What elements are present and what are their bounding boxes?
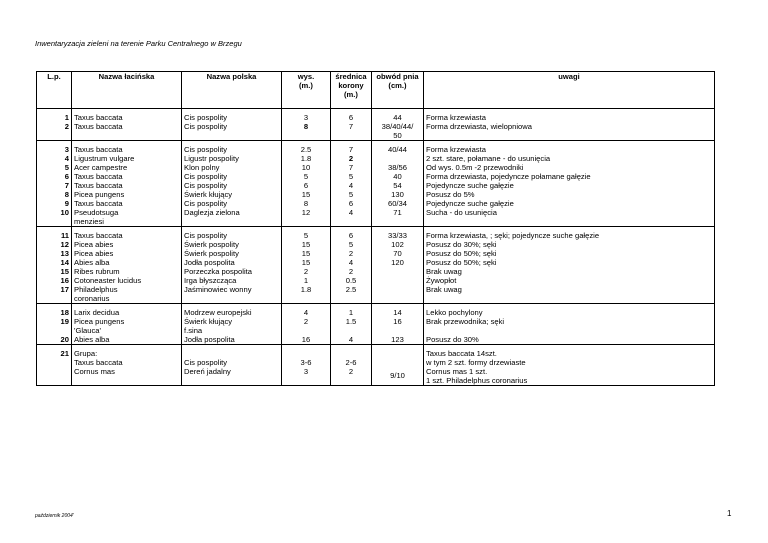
row-notes: Pojedyncze suche gałęzie (424, 199, 715, 208)
row-lp: 18 (37, 308, 72, 317)
row-crown: 4 (331, 335, 372, 345)
row-lp: 14 (37, 258, 72, 267)
row-height: 4 (282, 308, 331, 317)
row-latin: Abies alba (72, 258, 182, 267)
row-crown: 2 (331, 154, 372, 163)
row-latin: Abies alba (72, 335, 182, 345)
header-latin: Nazwa łacińska (72, 72, 182, 109)
row-lp: 15 (37, 267, 72, 276)
row-latin: Picea pungens 'Glauca' (72, 317, 182, 335)
row-crown: 2.5 (331, 285, 372, 304)
table-row (37, 240, 715, 249)
row-latin: Larix decidua (72, 308, 182, 317)
row-crown: 2 (331, 267, 372, 276)
row-trunk: 38/56 (372, 163, 424, 172)
row-height: 15 (282, 240, 331, 249)
row-crown: 6 (331, 113, 372, 122)
table-row (37, 267, 715, 276)
row-trunk: 9/10 (372, 349, 424, 386)
row-notes: Brak uwag (424, 267, 715, 276)
table-row (37, 335, 715, 345)
row-trunk: 60/34 (372, 199, 424, 208)
row-height: 3 (282, 113, 331, 122)
table-row (37, 154, 715, 163)
row-crown: 7 (331, 122, 372, 141)
row-height: 1.8 (282, 154, 331, 163)
row-lp: 6 (37, 172, 72, 181)
row-lp: 1 (37, 113, 72, 122)
row-polish: Świerk kłujący (182, 190, 282, 199)
row-crown: 2 (331, 249, 372, 258)
row-notes: Forma drzewiasta, wielopniowa (424, 122, 715, 141)
row-polish: Cis pospolity (182, 172, 282, 181)
row-crown: 4 (331, 208, 372, 227)
row-lp: 9 (37, 199, 72, 208)
header-polish: Nazwa polska (182, 72, 282, 109)
table-row (37, 276, 715, 285)
footer-date: październik 2004' (35, 513, 74, 519)
row-crown: 5 (331, 172, 372, 181)
table-row (37, 122, 715, 141)
header-trunk: obwód pnia (cm.) (372, 72, 424, 109)
row-latin: Cotoneaster lucidus (72, 276, 182, 285)
row-notes: Żywopłot (424, 276, 715, 285)
row-notes: Forma krzewiasta (424, 113, 715, 122)
table-header-row (37, 72, 715, 109)
row-trunk: 14 (372, 308, 424, 317)
row-latin: Grupa: Taxus baccata Cornus mas (72, 349, 182, 386)
row-crown: 6 (331, 231, 372, 240)
row-height: 8 (282, 122, 331, 141)
row-trunk: 40 (372, 172, 424, 181)
row-notes: Lekko pochylony (424, 308, 715, 317)
row-notes: Brak uwag (424, 285, 715, 304)
row-trunk: 123 (372, 335, 424, 345)
table-row (37, 208, 715, 227)
row-trunk (372, 154, 424, 163)
row-trunk (372, 285, 424, 304)
row-polish: Świerk pospolity (182, 240, 282, 249)
row-lp: 2 (37, 122, 72, 141)
row-notes: Od wys. 0.5m -2 przewodniki (424, 163, 715, 172)
row-trunk: 70 (372, 249, 424, 258)
row-trunk: 71 (372, 208, 424, 227)
row-polish: Irga błyszcząca (182, 276, 282, 285)
row-latin: Taxus baccata (72, 231, 182, 240)
row-lp: 20 (37, 335, 72, 345)
row-lp: 12 (37, 240, 72, 249)
row-polish: Cis pospolity (182, 181, 282, 190)
row-trunk: 16 (372, 317, 424, 335)
header-lp: L.p. (37, 72, 72, 109)
row-height: 1 (282, 276, 331, 285)
row-lp: 3 (37, 145, 72, 154)
row-notes: Posusz do 5% (424, 190, 715, 199)
row-trunk (372, 276, 424, 285)
row-height: 6 (282, 181, 331, 190)
row-polish: Cis pospolity (182, 145, 282, 154)
row-lp: 8 (37, 190, 72, 199)
row-latin: Taxus baccata (72, 199, 182, 208)
row-trunk: 120 (372, 258, 424, 267)
row-lp: 17 (37, 285, 72, 304)
row-notes: 2 szt. stare, połamane - do usunięcia (424, 154, 715, 163)
table-row (37, 145, 715, 154)
row-height: 3-6 3 (282, 349, 331, 386)
row-lp: 11 (37, 231, 72, 240)
row-height: 15 (282, 258, 331, 267)
row-crown: 5 (331, 240, 372, 249)
row-notes: Taxus baccata 14szt. w tym 2 szt. formy drzewiaste Cornus mas 1 szt. 1 szt. Philadelphus coronarius (424, 349, 715, 386)
row-lp: 10 (37, 208, 72, 227)
row-lp: 21 (37, 349, 72, 386)
row-latin: Picea abies (72, 249, 182, 258)
row-trunk: 40/44 (372, 145, 424, 154)
row-lp: 19 (37, 317, 72, 335)
row-lp: 7 (37, 181, 72, 190)
row-polish: Jodła pospolita (182, 335, 282, 345)
row-notes: Posusz do 30% (424, 335, 715, 345)
row-lp: 4 (37, 154, 72, 163)
row-notes: Brak przewodnika; sęki (424, 317, 715, 335)
row-notes: Forma drzewiasta, pojedyncze połamane gałęzie (424, 172, 715, 181)
row-lp: 13 (37, 249, 72, 258)
row-trunk (372, 267, 424, 276)
row-polish: Cis pospolity (182, 199, 282, 208)
inventory-table (36, 71, 715, 386)
table-row (37, 231, 715, 240)
row-crown: 5 (331, 190, 372, 199)
row-latin: Picea abies (72, 240, 182, 249)
header-crown: średnica korony (m.) (331, 72, 372, 109)
table-row (37, 285, 715, 304)
row-polish: Jodła pospolita (182, 258, 282, 267)
table-row (37, 172, 715, 181)
row-height: 15 (282, 190, 331, 199)
row-crown: 7 (331, 145, 372, 154)
row-trunk: 38/40/44/ 50 (372, 122, 424, 141)
row-polish: Daglezja zielona (182, 208, 282, 227)
row-lp: 5 (37, 163, 72, 172)
row-height: 5 (282, 231, 331, 240)
document-header: Inwentaryzacja zieleni na terenie Parku Centralnego w Brzegu (35, 39, 242, 48)
row-notes: Posusz do 50%; sęki (424, 249, 715, 258)
row-crown: 2-6 2 (331, 349, 372, 386)
row-latin: Taxus baccata (72, 181, 182, 190)
row-crown: 4 (331, 258, 372, 267)
row-latin: Taxus baccata (72, 172, 182, 181)
table-row (37, 199, 715, 208)
row-polish: Modrzew europejski (182, 308, 282, 317)
row-height: 10 (282, 163, 331, 172)
row-polish: Jaśminowiec wonny (182, 285, 282, 304)
row-latin: Ribes rubrum (72, 267, 182, 276)
row-height: 16 (282, 335, 331, 345)
header-height: wys. (m.) (282, 72, 331, 109)
row-trunk: 102 (372, 240, 424, 249)
row-polish: Świerk kłujący f.sina (182, 317, 282, 335)
table-row (37, 181, 715, 190)
row-height: 15 (282, 249, 331, 258)
row-latin: Philadelphus coronarius (72, 285, 182, 304)
row-trunk: 130 (372, 190, 424, 199)
row-height: 2 (282, 317, 331, 335)
row-polish: Porzeczka pospolita (182, 267, 282, 276)
row-height: 2 (282, 267, 331, 276)
table-row (37, 190, 715, 199)
table-row (37, 249, 715, 258)
row-latin: Pseudotsuga menziesi (72, 208, 182, 227)
row-latin: Ligustrum vulgare (72, 154, 182, 163)
page-number: 1 (727, 509, 732, 518)
row-notes: Forma krzewiasta, ; sęki; pojedyncze suche gałęzie (424, 231, 715, 240)
row-polish: Cis pospolity (182, 113, 282, 122)
row-height: 1.8 (282, 285, 331, 304)
row-latin: Acer campestre (72, 163, 182, 172)
row-polish: Cis pospolity Dereń jadalny (182, 349, 282, 386)
table-row (37, 308, 715, 317)
table-row (37, 113, 715, 122)
row-crown: 1 (331, 308, 372, 317)
row-polish: Klon polny (182, 163, 282, 172)
table-row-group (37, 349, 715, 386)
row-crown: 0.5 (331, 276, 372, 285)
table-row (37, 317, 715, 335)
row-height: 8 (282, 199, 331, 208)
row-polish: Ligustr pospolity (182, 154, 282, 163)
table-row (37, 258, 715, 267)
row-lp: 16 (37, 276, 72, 285)
row-notes: Posusz do 50%; sęki (424, 258, 715, 267)
row-polish: Cis pospolity (182, 231, 282, 240)
header-notes: uwagi (424, 72, 715, 109)
row-trunk: 54 (372, 181, 424, 190)
row-polish: Świerk pospolity (182, 249, 282, 258)
row-latin: Taxus baccata (72, 113, 182, 122)
row-crown: 4 (331, 181, 372, 190)
row-height: 12 (282, 208, 331, 227)
row-latin: Taxus baccata (72, 145, 182, 154)
row-trunk: 44 (372, 113, 424, 122)
row-latin: Taxus baccata (72, 122, 182, 141)
row-trunk: 33/33 (372, 231, 424, 240)
row-crown: 6 (331, 199, 372, 208)
row-notes: Sucha - do usunięcia (424, 208, 715, 227)
row-notes: Forma krzewiasta (424, 145, 715, 154)
row-notes: Pojedyncze suche gałęzie (424, 181, 715, 190)
table-row (37, 163, 715, 172)
row-height: 5 (282, 172, 331, 181)
row-latin: Picea pungens (72, 190, 182, 199)
row-notes: Posusz do 30%; sęki (424, 240, 715, 249)
row-height: 2.5 (282, 145, 331, 154)
row-polish: Cis pospolity (182, 122, 282, 141)
row-crown: 7 (331, 163, 372, 172)
row-crown: 1.5 (331, 317, 372, 335)
